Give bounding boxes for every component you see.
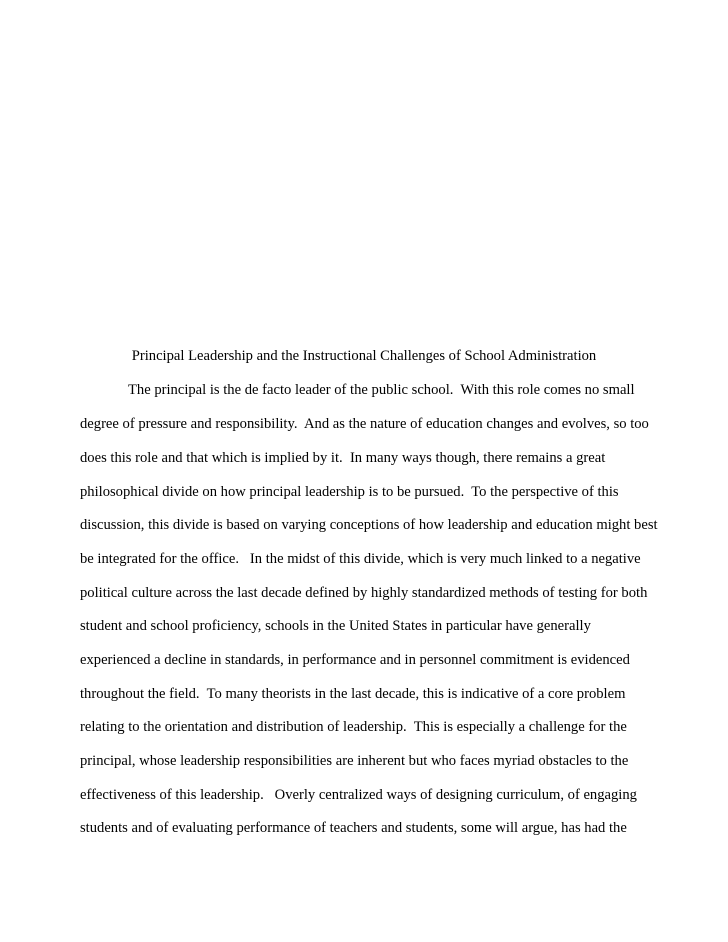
document-title: Principal Leadership and the Instructional Challenges of School Administration [131,348,597,364]
paragraph-line-10: throughout the field. To many theorists in the last decade, this is indicative of a core problem [80,686,626,702]
paragraph-line-1: The principal is the de facto leader of the public school. With this role comes no small [128,382,635,398]
paragraph-line-12: principal, whose leadership responsibilities are inherent but who faces myriad obstacles to the [80,753,629,769]
paragraph-line-9: experienced a decline in standards, in performance and in personnel commitment is evidenced [80,652,630,668]
paragraph-line-13: effectiveness of this leadership. Overly centralized ways of designing curriculum, of engaging [80,787,637,803]
paragraph-line-8: student and school proficiency, schools in the United States in particular have generally [80,618,591,634]
paragraph-line-4: philosophical divide on how principal leadership is to be pursued. To the perspective of this [80,484,619,500]
paragraph-line-11: relating to the orientation and distribution of leadership. This is especially a challenge for the [80,719,627,735]
paragraph-line-6: be integrated for the office. In the midst of this divide, which is very much linked to a negative [80,551,641,567]
paragraph-line-7: political culture across the last decade defined by highly standardized methods of testing for both [80,585,648,601]
paragraph-line-5: discussion, this divide is based on varying conceptions of how leadership and education might best [80,517,658,533]
paragraph-line-3: does this role and that which is implied by it. In many ways though, there remains a great [80,450,606,466]
paragraph-line-2: degree of pressure and responsibility. And as the nature of education changes and evolves, so too [80,416,649,432]
paragraph-line-14: students and of evaluating performance of teachers and students, some will argue, has had the [80,820,627,836]
